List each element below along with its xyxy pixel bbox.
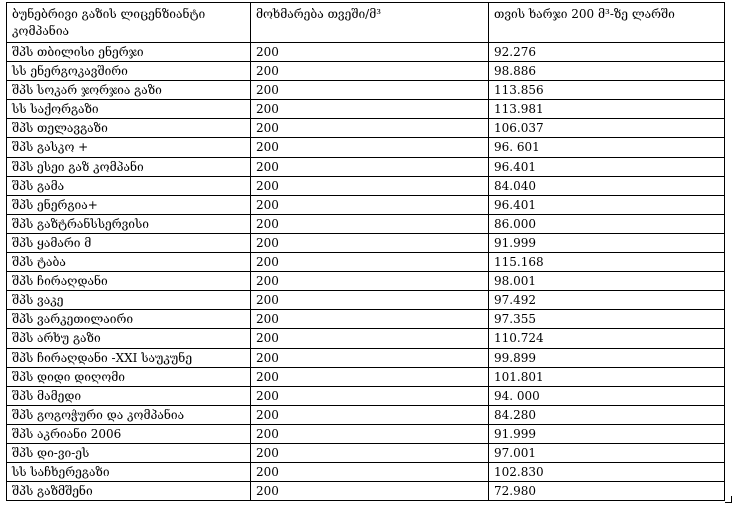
cost-cell: 94. 000 — [489, 386, 725, 405]
cost-cell: 97.001 — [489, 443, 725, 462]
cost-cell: 97.355 — [489, 310, 725, 329]
table-row — [7, 348, 725, 367]
consumption-cell: 200 — [251, 157, 489, 176]
consumption-cell: 200 — [251, 424, 489, 443]
table-row — [7, 176, 725, 195]
consumption-cell: 200 — [251, 329, 489, 348]
table-row — [7, 119, 725, 138]
cost-cell: 113.981 — [489, 100, 725, 119]
cost-cell: 96.401 — [489, 195, 725, 214]
company-cell: შპს ვაკე — [7, 291, 251, 310]
table-body — [7, 43, 725, 501]
table-row — [7, 482, 725, 501]
cost-cell: 98.001 — [489, 272, 725, 291]
cost-cell: 84.040 — [489, 176, 725, 195]
table-row — [7, 443, 725, 462]
cost-cell: 91.999 — [489, 233, 725, 252]
table-row — [7, 367, 725, 386]
cost-cell: 115.168 — [489, 253, 725, 272]
table-row — [7, 424, 725, 443]
cost-cell: 84.280 — [489, 405, 725, 424]
cost-cell: 99.899 — [489, 348, 725, 367]
consumption-cell: 200 — [251, 386, 489, 405]
consumption-cell: 200 — [251, 100, 489, 119]
cost-cell: 101.801 — [489, 367, 725, 386]
consumption-cell: 200 — [251, 119, 489, 138]
consumption-cell: 200 — [251, 482, 489, 501]
company-cell: შპს დი-ვი-ეს — [7, 443, 251, 462]
cost-cell: 102.830 — [489, 463, 725, 482]
table-row — [7, 405, 725, 424]
consumption-cell: 200 — [251, 272, 489, 291]
company-cell: შპს მამედი — [7, 386, 251, 405]
consumption-cell: 200 — [251, 195, 489, 214]
company-cell: შპს ენერგია+ — [7, 195, 251, 214]
table-row — [7, 272, 725, 291]
gas-tariff-table — [6, 2, 725, 501]
header-monthly-cost: თვის ხარჯი 200 მ³-ზე ლარში — [489, 3, 725, 43]
company-cell: შპს სოკარ ჯორჯია გაზი — [7, 81, 251, 100]
consumption-cell: 200 — [251, 463, 489, 482]
company-cell: შპს ესეი გაზ კომპანი — [7, 157, 251, 176]
cost-cell: 72.980 — [489, 482, 725, 501]
company-cell: შპს ჩირაღდანი — [7, 272, 251, 291]
cost-cell: 91.999 — [489, 424, 725, 443]
table-row — [7, 253, 725, 272]
consumption-cell: 200 — [251, 367, 489, 386]
company-cell: შპს თელავგაზი — [7, 119, 251, 138]
company-cell: შპს ჩირაღდანი -XXI საუკუნე — [7, 348, 251, 367]
cost-cell: 86.000 — [489, 214, 725, 233]
consumption-cell: 200 — [251, 405, 489, 424]
consumption-cell: 200 — [251, 62, 489, 81]
header-row — [7, 3, 725, 43]
table-row — [7, 233, 725, 252]
cost-cell: 110.724 — [489, 329, 725, 348]
cost-cell: 96. 601 — [489, 138, 725, 157]
cost-cell: 113.856 — [489, 81, 725, 100]
consumption-cell: 200 — [251, 214, 489, 233]
consumption-cell: 200 — [251, 138, 489, 157]
company-cell: შპს აკრიანი 2006 — [7, 424, 251, 443]
company-cell: შპს თბილისი ენერჯი — [7, 43, 251, 62]
company-cell: სს ენერგოკავშირი — [7, 62, 251, 81]
company-cell: შპს გოგოჭური და კომპანია — [7, 405, 251, 424]
company-cell: სს საჩხერეგაზი — [7, 463, 251, 482]
table-row — [7, 43, 725, 62]
table-row — [7, 62, 725, 81]
company-cell: სს საქორგაზი — [7, 100, 251, 119]
page-corner-mark — [725, 496, 732, 503]
table-row — [7, 81, 725, 100]
consumption-cell: 200 — [251, 233, 489, 252]
table-row — [7, 195, 725, 214]
table-row — [7, 463, 725, 482]
company-cell: შპს ვარკეთილაირი — [7, 310, 251, 329]
company-cell: შპს გასკო + — [7, 138, 251, 157]
table-row — [7, 100, 725, 119]
company-cell: შპს დიდი დიღომი — [7, 367, 251, 386]
header-company: ბუნებრივი გაზის ლიცენზიანტი კომპანია — [7, 3, 251, 43]
cost-cell: 92.276 — [489, 43, 725, 62]
consumption-cell: 200 — [251, 253, 489, 272]
consumption-cell: 200 — [251, 310, 489, 329]
table-row — [7, 386, 725, 405]
company-cell: შპს არხუ გაზი — [7, 329, 251, 348]
company-cell: შპს ყამარი მ — [7, 233, 251, 252]
consumption-cell: 200 — [251, 176, 489, 195]
company-cell: შპს გაზმშენი — [7, 482, 251, 501]
cost-cell: 97.492 — [489, 291, 725, 310]
company-cell: შპს ტაბა — [7, 253, 251, 272]
consumption-cell: 200 — [251, 81, 489, 100]
cost-cell: 106.037 — [489, 119, 725, 138]
consumption-cell: 200 — [251, 43, 489, 62]
consumption-cell: 200 — [251, 291, 489, 310]
table-row — [7, 310, 725, 329]
consumption-cell: 200 — [251, 443, 489, 462]
table-row — [7, 214, 725, 233]
company-cell: შპს გამა — [7, 176, 251, 195]
consumption-cell: 200 — [251, 348, 489, 367]
cost-cell: 96.401 — [489, 157, 725, 176]
header-consumption: მოხმარება თვეში/მ³ — [251, 3, 489, 43]
table-row — [7, 157, 725, 176]
table-row — [7, 329, 725, 348]
cost-cell: 98.886 — [489, 62, 725, 81]
company-cell: შპს გაზტრანსსერვისი — [7, 214, 251, 233]
table-row — [7, 138, 725, 157]
table-row — [7, 291, 725, 310]
